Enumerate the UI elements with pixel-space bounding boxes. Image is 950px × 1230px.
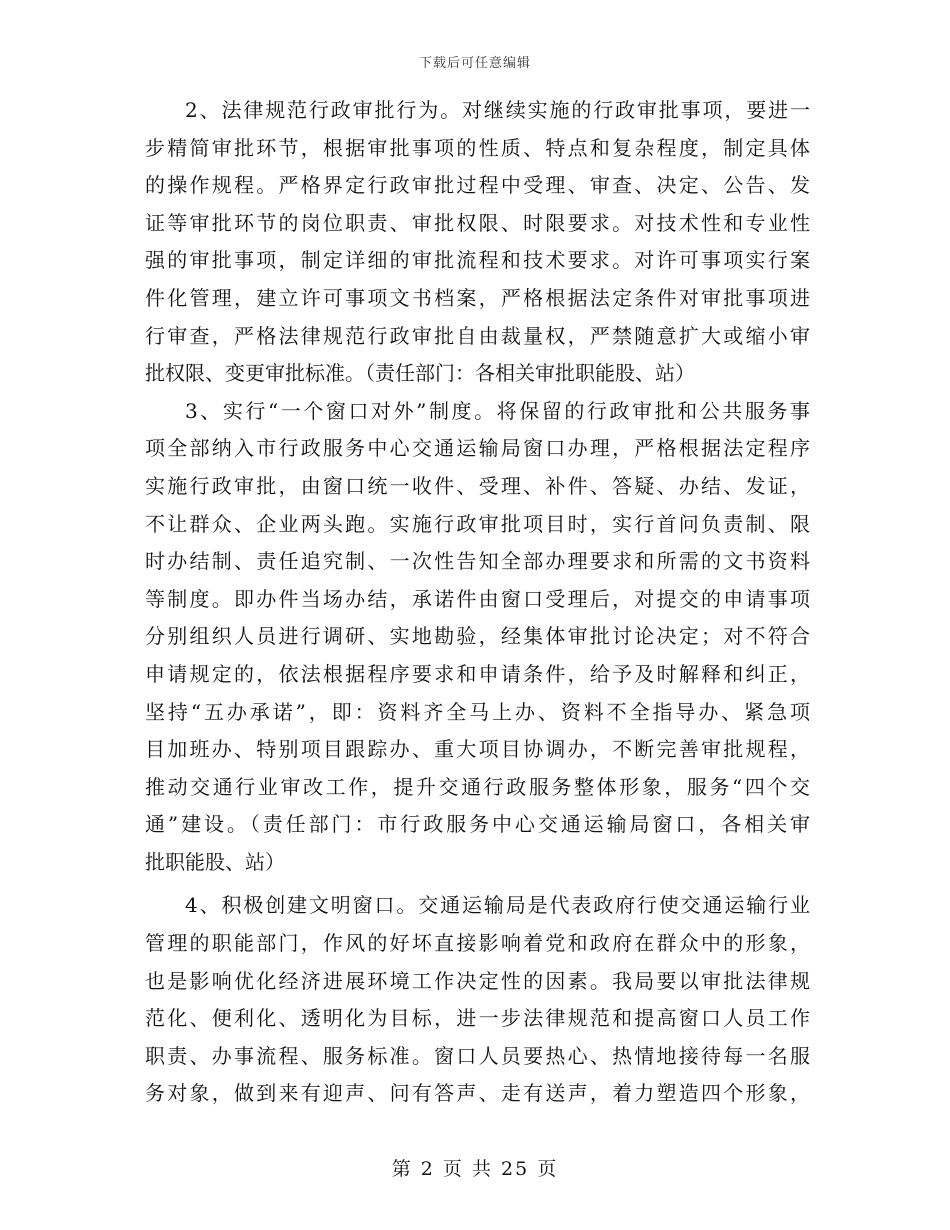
paragraph <box>145 393 810 882</box>
text-line: 步精简审批环节，根据审批事项的性质、特点和复杂程度，制定具体 <box>145 135 810 160</box>
text-line: 实施行政审批，由窗口统一收件、受理、补件、答疑、办结、发证， <box>145 473 810 498</box>
page-header: 下载后可任意编辑 <box>418 56 531 71</box>
text-line: 等制度。即办件当场办结，承诺件由窗口受理后，对提交的申请事项 <box>145 586 810 611</box>
text-line: 3、实行“一个窗口对外”制度。将保留的行政审批和公共服务事 <box>185 398 810 423</box>
text-line: 项全部纳入市行政服务中心交通运输局窗口办理，严格根据法定程序 <box>145 436 810 461</box>
text-line: 也是影响优化经济进展环境工作决定性的因素。我局要以审批法律规 <box>145 968 810 993</box>
text-line: 推动交通行业审改工作，提升交通行政服务整体形象，服务“四个交 <box>145 774 810 799</box>
text-line: 不让群众、企业两头跑。实施行政审批项目时，实行首问负责制、限 <box>145 511 810 536</box>
text-line: 通”建设。（责任部门：市行政服务中心交通运输局窗口，各相关审 <box>145 812 810 837</box>
text-line: 批权限、变更审批标准。（责任部门：各相关审批职能股、站） <box>145 361 695 386</box>
page-footer: 第 2 页 共 25 页 <box>391 1158 559 1180</box>
text-line: 行审查，严格法律规范行政审批自由裁量权，严禁随意扩大或缩小审 <box>145 323 810 348</box>
paragraph <box>145 887 810 1113</box>
text-line: 务对象，做到来有迎声、问有答声、走有送声，着力塑造四个形象， <box>145 1081 810 1106</box>
text-line: 2、法律规范行政审批行为。对继续实施的行政审批事项，要进一 <box>185 98 810 122</box>
document-body <box>145 92 810 1113</box>
text-line: 件化管理，建立许可事项文书档案，严格根据法定条件对审批事项进 <box>145 285 810 310</box>
text-line: 分别组织人员进行调研、实地勘验，经集体审批讨论决定；对不符合 <box>145 624 810 649</box>
text-line: 强的审批事项，制定详细的审批流程和技术要求。对许可事项实行案 <box>145 248 810 273</box>
text-line: 坚持“五办承诺”，即：资料齐全马上办、资料不全指导办、紧急项 <box>145 699 810 724</box>
text-line: 4、积极创建文明窗口。交通运输局是代表政府行使交通运输行业 <box>185 893 810 918</box>
text-line: 证等审批环节的岗位职责、审批权限、时限要求。对技术性和专业性 <box>145 210 810 235</box>
paragraph <box>145 92 810 393</box>
text-line: 的操作规程。严格界定行政审批过程中受理、审查、决定、公告、发 <box>145 173 810 198</box>
text-line: 职责、办事流程、服务标准。窗口人员要热心、热情地接待每一名服 <box>145 1043 810 1068</box>
text-line: 申请规定的，依法根据程序要求和申请条件，给予及时解释和纠正， <box>145 661 810 686</box>
text-line: 目加班办、特别项目跟踪办、重大项目协调办，不断完善审批规程， <box>145 737 810 762</box>
text-line: 时办结制、责任追究制、一次性告知全部办理要求和所需的文书资料 <box>145 549 810 574</box>
text-line: 管理的职能部门，作风的好坏直接影响着党和政府在群众中的形象， <box>145 931 810 956</box>
text-line: 批职能股、站） <box>145 849 285 874</box>
text-line: 范化、便利化、透明化为目标，进一步法律规范和提高窗口人员工作 <box>145 1006 810 1031</box>
